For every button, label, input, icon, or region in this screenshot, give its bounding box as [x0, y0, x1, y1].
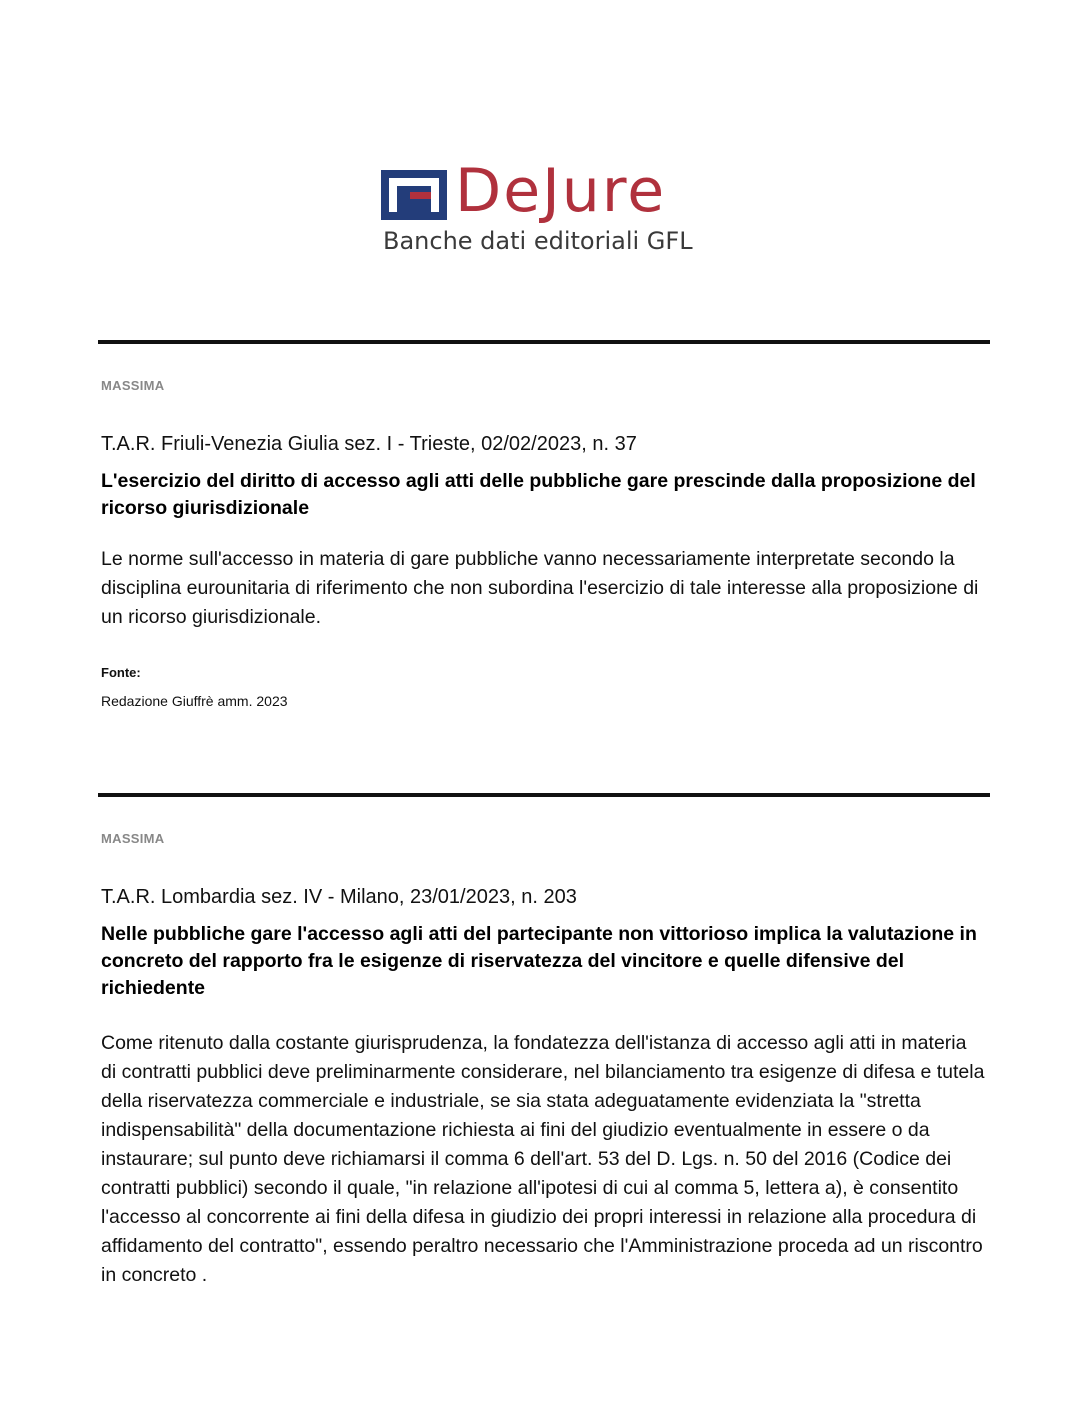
logo-tagline: Banche dati editoriali GFL	[383, 227, 693, 255]
massima-entry	[98, 340, 990, 709]
entry-title: Nelle pubbliche gare l'accesso agli atti del partecipante non vittorioso implica la valutazione in concreto del rapporto fra le esigenze di riservatezza del vincitore e quelle difensive del richiedente	[101, 923, 977, 999]
massima-entry	[98, 793, 990, 1286]
source-label: Fonte:	[101, 665, 141, 680]
section-divider	[98, 793, 990, 797]
section-divider	[98, 340, 990, 344]
court-citation: T.A.R. Lombardia sez. IV - Milano, 23/01/2023, n. 203	[101, 886, 577, 908]
entry-type-label: MASSIMA	[101, 831, 165, 846]
entry-title: L'esercizio del diritto di accesso agli atti delle pubbliche gare prescinde dalla proposizione del ricorso giurisdizionale	[101, 470, 976, 519]
dejure-logo-mark-icon	[381, 170, 447, 220]
dejure-logo	[381, 156, 701, 268]
entry-body: Le norme sull'accesso in materia di gare pubbliche vanno necessariamente interpretate secondo la disciplina eurounitaria di riferimento che non subordina l'esercizio di tale interesse alla proposizione di un ricorso giurisdizionale.	[101, 548, 979, 628]
logo-wordmark: DeJure	[455, 156, 667, 226]
court-citation: T.A.R. Friuli-Venezia Giulia sez. I - Trieste, 02/02/2023, n. 37	[101, 433, 637, 455]
entry-type-label: MASSIMA	[101, 378, 165, 393]
source-value: Redazione Giuffrè amm. 2023	[101, 693, 288, 709]
entry-body: Come ritenuto dalla costante giurisprudenza, la fondatezza dell'istanza di accesso agli atti in materia di contratti pubblici deve preliminarmente considerare, nel bilanciamento tra esigenze di difesa e tutela della riservatezza commerciale e industriale, se sia stata adeguatamente evidenziata la "stretta indispensabilità" della documentazione richiesta ai fini del giudizio eventualmente in essere o da instaurare; sul punto deve richiamarsi il comma 6 dell'art. 53 del D. Lgs. n. 50 del 2016 (Codice dei contratti pubblici) secondo il quale, "in relazione all'ipotesi di cui al comma 5, lettera a), è consentito l'accesso al concorrente ai fini della difesa in giudizio dei propri interessi in relazione alla procedura di affidamento del contratto", essendo peraltro necessario che l'Amministrazione proceda ad un riscontro in concreto .	[101, 1032, 985, 1286]
